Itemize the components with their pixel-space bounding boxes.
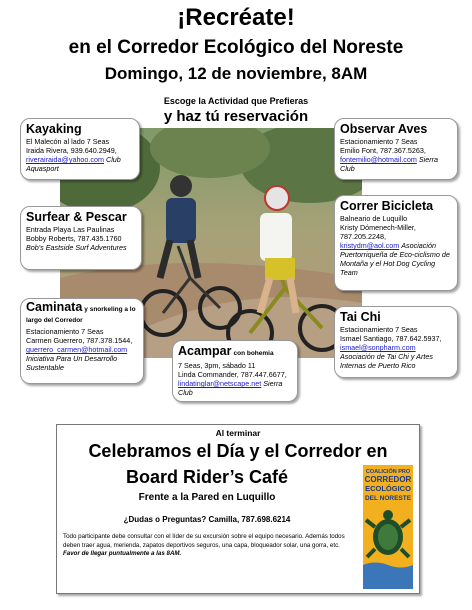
location: 7 Seas, 3pm, sábado 11	[178, 361, 256, 370]
page-subtitle: en el Corredor Ecológico del Noreste	[68, 37, 404, 58]
location: Estacionamiento 7 Seas	[340, 325, 418, 334]
organization: Sierra Club	[178, 379, 283, 397]
reserve-text: y haz tú reservación	[163, 108, 309, 125]
contact: Ismael Santiago, 787.642.5937,	[340, 334, 442, 343]
page-title: ¡Recréate!	[177, 4, 295, 31]
celebration-box	[56, 424, 420, 594]
contact: Emilio Font, 787.367.5263,	[340, 146, 426, 155]
activity-title: Tai Chi	[340, 310, 381, 324]
svg-text:COALICIÓN PRO: COALICIÓN PRO	[365, 469, 411, 475]
activity-kayaking	[20, 118, 140, 180]
coalition-logo	[363, 465, 413, 589]
email-link[interactable]: lindatinglar@netscape.net	[178, 379, 262, 388]
location: Estacionamiento 7 Seas	[340, 137, 418, 146]
contact-question: ¿Dudas o Preguntas? Camilla, 787.698.6214	[123, 515, 291, 524]
activity-title: Caminata	[26, 300, 83, 314]
venue-name: Board Rider’s Café	[125, 467, 289, 487]
location: El Malecón al lado 7 Seas	[26, 137, 110, 146]
venue-location: Frente a la Pared en Luquillo	[138, 492, 276, 503]
activity-title: Observar Aves	[340, 122, 428, 136]
event-date: Domingo, 12 de noviembre, 8AM	[104, 64, 368, 83]
activity-title: Kayaking	[26, 122, 82, 136]
activity-title: Surfear & Pescar	[26, 210, 127, 224]
organization: Sierra Club	[340, 155, 438, 173]
participant-note	[63, 533, 353, 559]
email-link[interactable]: fontemilio@hotmail.com	[340, 155, 417, 164]
activity-title-suffix: y snorkeling a lo largo del Corredor	[26, 306, 136, 324]
contact: Kristy Dómenech-Miller,	[340, 223, 416, 232]
email-link[interactable]: riverairaida@yahoo.com	[26, 155, 105, 164]
contact: Iraida Rivera, 939.640.2949,	[26, 146, 117, 155]
note-emphasis: Favor de llegar puntualmente a las 8AM.	[63, 550, 182, 557]
location: Entrada Playa Las Paulinas	[26, 225, 115, 234]
organization: Asociación Puertorriqueña de Eco-ciclismo de Montaña y el Hot Dog Cycling Team	[340, 241, 450, 277]
activity-acampar	[172, 340, 298, 402]
email-link[interactable]: kristydm@aol.com	[340, 241, 400, 250]
svg-text:ECOLÓGICO: ECOLÓGICO	[365, 484, 411, 493]
activity-bicicleta	[334, 195, 458, 291]
choose-activity-text: Escoge la Actividad que Prefieras	[163, 96, 309, 106]
activity-aves	[334, 118, 458, 180]
contact: Bobby Roberts, 787.435.1760	[26, 234, 122, 243]
organization: Club Aquasport	[26, 155, 121, 173]
activity-taichi	[334, 306, 458, 378]
email-link[interactable]: ismael@sonpharm.com	[340, 343, 416, 352]
phone: 787.205.2248,	[340, 232, 386, 241]
organization: Iniciativa Para Un Desarrollo Sustentable	[26, 354, 118, 372]
contact: Carmen Guerrero, 787.378.1544,	[26, 336, 133, 345]
location: Estacionamiento 7 Seas	[26, 327, 104, 336]
location: Balneario de Luquillo	[340, 214, 408, 223]
email-link[interactable]: guerrero_carmen@hotmail.com	[26, 345, 128, 354]
activity-title: Correr Bicicleta	[340, 199, 434, 213]
activity-title: Acampar	[178, 344, 232, 358]
after-text: Al terminar	[215, 428, 261, 438]
activity-surf	[20, 206, 142, 270]
activity-title-suffix: con bohemia	[233, 350, 274, 357]
svg-text:DEL NORESTE: DEL NORESTE	[364, 495, 412, 502]
note-text: Todo participante debe consultar con el líder de su excursión sobre el equipo necesario. Además todos deben traer agua, merienda, zapatos deportivos seguros, una capa, bloqueador solar, una gorra, etc.	[63, 533, 345, 549]
organization: Bob's Eastside Surf Adventures	[26, 243, 127, 252]
celebration-headline: Celebramos el Día y el Corredor en	[88, 441, 388, 461]
organization: Asociación de Tai Chi y Artes Internas de Puerto Rico	[340, 352, 433, 370]
activity-caminata	[20, 298, 144, 384]
svg-text:CORREDOR: CORREDOR	[364, 475, 412, 484]
contact: Linda Commander, 787.447.6677,	[178, 370, 287, 379]
